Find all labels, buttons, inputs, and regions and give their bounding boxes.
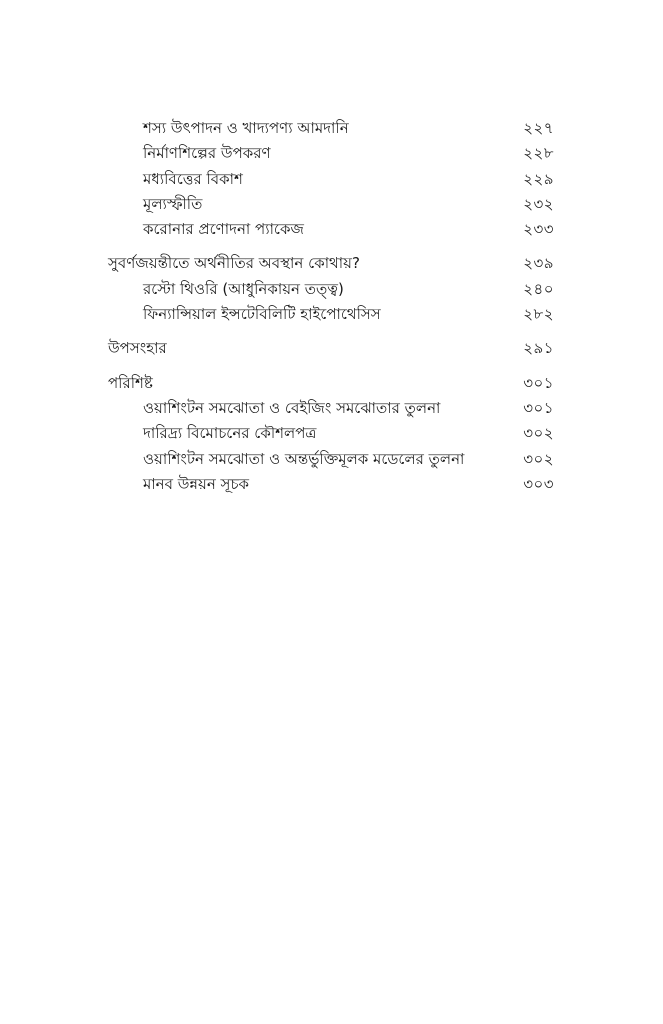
toc-entry-title: ফিন্যান্সিয়াল ইন্সটেবিলিটি হাইপোথেসিস [143, 305, 381, 324]
toc-entry-title: ওয়াশিংটন সমঝোতা ও অন্তর্ভুক্তিমূলক মডেলের তুলনা [143, 449, 465, 468]
toc-entry-page: ৩০১ [523, 398, 554, 417]
toc-entry-page: ২৩৯ [523, 254, 554, 273]
toc-entry [108, 116, 554, 141]
toc-entry-page: ২২৭ [523, 119, 554, 137]
toc-entry [108, 192, 554, 217]
toc-entry [108, 167, 554, 192]
toc-entry-title: মধ্যবিত্তের বিকাশ [143, 169, 243, 188]
table-of-contents [108, 116, 554, 497]
toc-entry [108, 421, 554, 446]
toc-entry-title: মানব উন্নয়ন সূচক [143, 474, 250, 493]
toc-entry-page: ২৩২ [523, 194, 554, 213]
toc-entry-title: দারিদ্র্য বিমোচনের কৌশলপত্র [143, 424, 317, 443]
toc-entry-page: ৩০২ [523, 424, 554, 443]
toc-entry [108, 141, 554, 166]
toc-entry-page: ৩০১ [523, 373, 554, 392]
section-gap [108, 327, 554, 336]
toc-section-heading [108, 371, 554, 396]
toc-entry [108, 277, 554, 302]
toc-entry-title: সুবর্ণজয়ন্তীতে অর্থনীতির অবস্থান কোথায়? [108, 254, 360, 273]
toc-entry [108, 447, 554, 472]
toc-entry [108, 472, 554, 497]
toc-entry-title: মূল্যস্ফীতি [143, 194, 203, 213]
toc-entry-page: ২২৯ [523, 169, 554, 188]
section-gap [108, 362, 554, 371]
toc-entry [108, 396, 554, 421]
toc-section-heading [108, 251, 554, 276]
toc-entry-page: ৩০২ [523, 449, 554, 468]
toc-entry [108, 217, 554, 242]
toc-entry-title: নির্মাণশিল্পের উপকরণ [143, 144, 271, 163]
toc-entry-page: ২৮২ [523, 305, 554, 324]
toc-entry-title: করোনার প্রণোদনা প্যাকেজ [143, 220, 304, 239]
toc-entry-title: উপসংহার [108, 339, 167, 358]
toc-entry-page: ২৩৩ [523, 220, 554, 239]
toc-entry-page: ২৪০ [523, 279, 554, 298]
toc-entry-page: ৩০৩ [523, 474, 554, 493]
toc-entry-title: পরিশিষ্ট [108, 373, 153, 392]
toc-entry-page: ২৯১ [523, 339, 554, 358]
toc-entry-page: ২২৮ [523, 144, 554, 163]
section-gap [108, 242, 554, 251]
toc-entry [108, 302, 554, 327]
toc-entry-title: ওয়াশিংটন সমঝোতা ও বেইজিং সমঝোতার তুলনা [143, 398, 441, 417]
toc-entry-title: শস্য উৎপাদন ও খাদ্যপণ্য আমদানি [143, 119, 349, 137]
toc-entry-title: রস্টো থিওরি (আধুনিকায়ন তত্ত্ব) [143, 279, 344, 298]
toc-section-heading [108, 336, 554, 361]
